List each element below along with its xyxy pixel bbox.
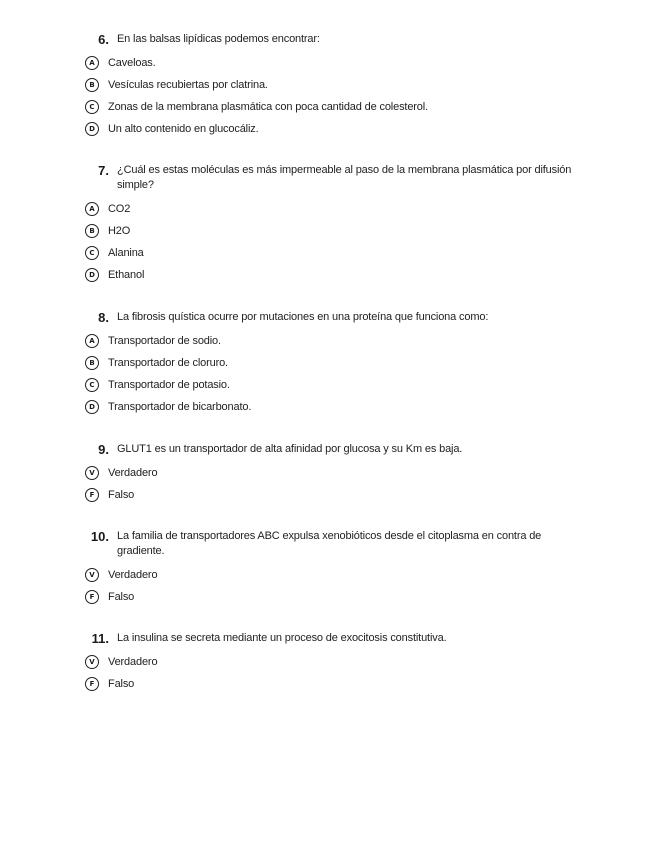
option-v[interactable] — [85, 462, 580, 484]
option-bubble[interactable]: C — [85, 246, 99, 260]
option-text: Vesículas recubiertas por clatrina. — [108, 79, 268, 91]
question-header — [80, 163, 580, 193]
question-text: GLUT1 es un transportador de alta afinidad por glucosa y su Km es baja. — [117, 443, 463, 455]
question-number: 7. — [98, 163, 109, 178]
option-text: Falso — [108, 678, 135, 690]
option-bubble[interactable]: D — [85, 122, 99, 136]
option-bubble[interactable]: F — [85, 590, 99, 604]
question-text: La familia de transportadores ABC expulsa xenobióticos desde el citoplasma en contra de gradiente. — [117, 530, 542, 557]
option-bubble[interactable]: V — [85, 568, 99, 582]
option-bubble[interactable]: V — [85, 466, 99, 480]
option-bubble[interactable]: A — [85, 56, 99, 70]
option-b[interactable] — [85, 74, 580, 96]
option-f[interactable] — [85, 673, 580, 695]
option-text: CO2 — [108, 203, 131, 215]
question-number: 9. — [98, 442, 109, 457]
option-bubble[interactable]: V — [85, 655, 99, 669]
option-d[interactable] — [85, 264, 580, 286]
option-bubble[interactable]: C — [85, 378, 99, 392]
option-d[interactable] — [85, 118, 580, 140]
option-bubble[interactable]: C — [85, 100, 99, 114]
option-bubble[interactable]: F — [85, 488, 99, 502]
option-b[interactable] — [85, 220, 580, 242]
option-v[interactable] — [85, 564, 580, 586]
option-text: Verdadero — [108, 569, 158, 581]
option-bubble[interactable]: B — [85, 224, 99, 238]
option-a[interactable] — [85, 198, 580, 220]
option-bubble[interactable]: F — [85, 677, 99, 691]
question-number: 11. — [91, 631, 109, 646]
option-c[interactable] — [85, 96, 580, 118]
option-text: Caveloas. — [108, 57, 156, 69]
option-bubble[interactable]: B — [85, 356, 99, 370]
question-header — [80, 529, 580, 559]
option-c[interactable] — [85, 242, 580, 264]
option-text: Zonas de la membrana plasmática con poca cantidad de colesterol. — [108, 101, 428, 113]
option-bubble[interactable]: D — [85, 400, 99, 414]
option-text: Verdadero — [108, 467, 158, 479]
option-text: Transportador de cloruro. — [108, 357, 228, 369]
question-7 — [80, 163, 580, 286]
option-b[interactable] — [85, 352, 580, 374]
question-header — [80, 32, 580, 47]
option-v[interactable] — [85, 651, 580, 673]
question-6 — [80, 32, 580, 140]
option-bubble[interactable]: A — [85, 334, 99, 348]
question-number: 10. — [90, 529, 109, 544]
option-d[interactable] — [85, 396, 580, 418]
option-bubble[interactable]: A — [85, 202, 99, 216]
question-text: La fibrosis quística ocurre por mutaciones en una proteína que funciona como: — [117, 311, 489, 323]
option-text: Un alto contenido en glucocáliz. — [108, 123, 259, 135]
question-header — [80, 631, 580, 646]
option-text: Ethanol — [108, 269, 145, 281]
question-8 — [80, 310, 580, 418]
option-text: Falso — [108, 489, 135, 501]
question-10 — [80, 529, 580, 608]
option-text: Falso — [108, 591, 135, 603]
question-text: La insulina se secreta mediante un proceso de exocitosis constitutiva. — [117, 632, 447, 644]
question-number: 6. — [98, 32, 109, 47]
option-a[interactable] — [85, 330, 580, 352]
question-text: En las balsas lipídicas podemos encontrar: — [117, 33, 320, 45]
option-text: Transportador de sodio. — [108, 335, 221, 347]
option-bubble[interactable]: B — [85, 78, 99, 92]
option-f[interactable] — [85, 586, 580, 608]
option-f[interactable] — [85, 484, 580, 506]
option-c[interactable] — [85, 374, 580, 396]
question-number: 8. — [98, 310, 109, 325]
option-text: Transportador de bicarbonato. — [108, 401, 252, 413]
option-text: Transportador de potasio. — [108, 379, 230, 391]
option-a[interactable] — [85, 52, 580, 74]
question-11 — [80, 631, 580, 695]
question-text: ¿Cuál es estas moléculas es más impermeable al paso de la membrana plasmática por difusión simple? — [117, 164, 572, 191]
question-header — [80, 442, 580, 457]
option-bubble[interactable]: D — [85, 268, 99, 282]
question-header — [80, 310, 580, 325]
option-text: Verdadero — [108, 656, 158, 668]
option-text: Alanina — [108, 247, 144, 259]
question-9 — [80, 442, 580, 506]
option-text: H2O — [108, 225, 131, 237]
